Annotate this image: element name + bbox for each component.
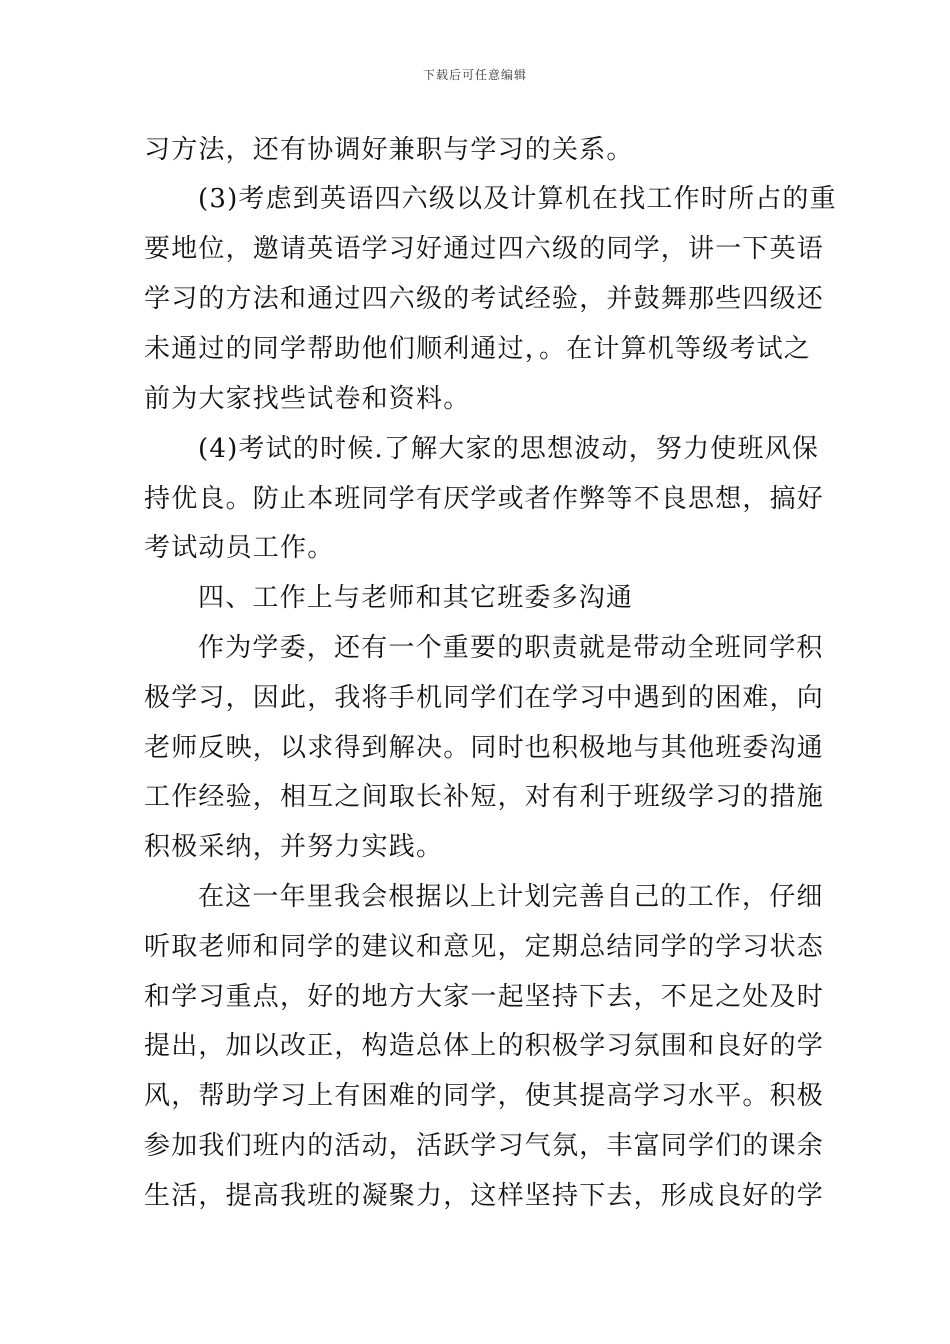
text-line: 前为大家找些试卷和资料。 [144, 384, 471, 414]
text-line: 持优良。防止本班同学有厌学或者作弊等不良思想，搞好 [144, 484, 825, 514]
text-line: (4)考试的时候.了解大家的思想波动，努力使班风保 [198, 434, 820, 464]
text-line: 考试动员工作。 [144, 533, 335, 563]
text-line: 作为学委，还有一个重要的职责就是带动全班同学积 [198, 633, 824, 663]
text-line: 习方法，还有协调好兼职与学习的关系。 [144, 135, 634, 165]
text-line: 老师反映，以求得到解决。同时也积极地与其他班委沟通 [144, 733, 825, 763]
text-line: 参加我们班内的活动，活跃学习气氛，丰富同学们的课余 [144, 1131, 825, 1161]
text-line: 工作经验，相互之间取长补短，对有利于班级学习的措施 [144, 782, 825, 812]
section-heading: 四、工作上与老师和其它班委多沟通 [198, 583, 634, 613]
text-line: 未通过的同学帮助他们顺利通过，。在计算机等级考试之 [144, 334, 812, 364]
text-line: 和学习重点，好的地方大家一起坚持下去，不足之处及时 [144, 982, 825, 1012]
text-line: (3)考虑到英语四六级以及计算机在找工作时所占的重 [198, 184, 837, 214]
text-line: 要地位，邀请英语学习好通过四六级的同学，讲一下英语 [144, 234, 825, 264]
text-line: 生活，提高我班的凝聚力，这样坚持下去，形成良好的学 [144, 1181, 825, 1211]
text-line: 风，帮助学习上有困难的同学，使其提高学习水平。积极 [144, 1081, 825, 1111]
text-line: 听取老师和同学的建议和意见，定期总结同学的学习状态 [144, 932, 825, 962]
text-line: 学习的方法和通过四六级的考试经验，并鼓舞那些四级还 [144, 284, 825, 314]
text-line: 极学习，因此，我将手机同学们在学习中遇到的困难，向 [144, 683, 825, 713]
page-header-note: 下载后可任意编辑 [422, 68, 527, 82]
text-line: 积极采纳，并努力实践。 [144, 832, 444, 862]
text-line: 提出，加以改正，构造总体上的积极学习氛围和良好的学 [144, 1031, 825, 1061]
text-line: 在这一年里我会根据以上计划完善自己的工作，仔细 [198, 882, 824, 912]
